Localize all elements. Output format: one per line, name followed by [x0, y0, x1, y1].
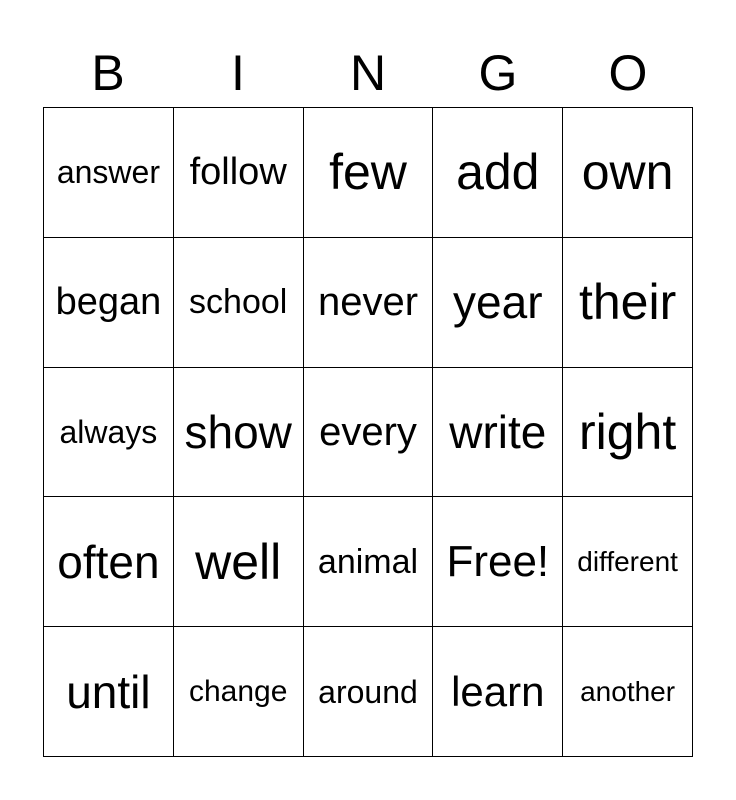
bingo-cell[interactable]: own — [563, 108, 693, 238]
header-letter-o: O — [608, 45, 648, 101]
bingo-cell[interactable]: change — [174, 627, 304, 757]
bingo-cell[interactable]: answer — [44, 108, 174, 238]
bingo-cell[interactable]: learn — [433, 627, 563, 757]
bingo-cell[interactable]: school — [174, 238, 304, 368]
bingo-cell[interactable]: right — [563, 368, 693, 498]
bingo-cell[interactable]: around — [304, 627, 434, 757]
bingo-cell[interactable]: until — [44, 627, 174, 757]
bingo-cell[interactable]: always — [44, 368, 174, 498]
bingo-cell[interactable]: add — [433, 108, 563, 238]
bingo-cell[interactable]: never — [304, 238, 434, 368]
header-letter-b: B — [91, 45, 125, 101]
bingo-cell[interactable]: follow — [174, 108, 304, 238]
bingo-cell[interactable]: their — [563, 238, 693, 368]
header-letter-i: I — [231, 45, 245, 101]
bingo-cell[interactable]: animal — [304, 497, 434, 627]
bingo-cell[interactable]: write — [433, 368, 563, 498]
header-letter-g: G — [478, 45, 518, 101]
header-letter-n: N — [349, 45, 387, 101]
bingo-cell[interactable]: another — [563, 627, 693, 757]
bingo-cell[interactable]: began — [44, 238, 174, 368]
bingo-cell[interactable]: well — [174, 497, 304, 627]
bingo-cell[interactable]: often — [44, 497, 174, 627]
bingo-cell[interactable]: different — [563, 497, 693, 627]
bingo-cell[interactable]: year — [433, 238, 563, 368]
bingo-header — [43, 40, 693, 106]
bingo-board — [43, 107, 693, 757]
bingo-cell[interactable]: every — [304, 368, 434, 498]
bingo-cell[interactable]: few — [304, 108, 434, 238]
bingo-cell[interactable]: show — [174, 368, 304, 498]
free-space-cell[interactable]: Free! — [433, 497, 563, 627]
